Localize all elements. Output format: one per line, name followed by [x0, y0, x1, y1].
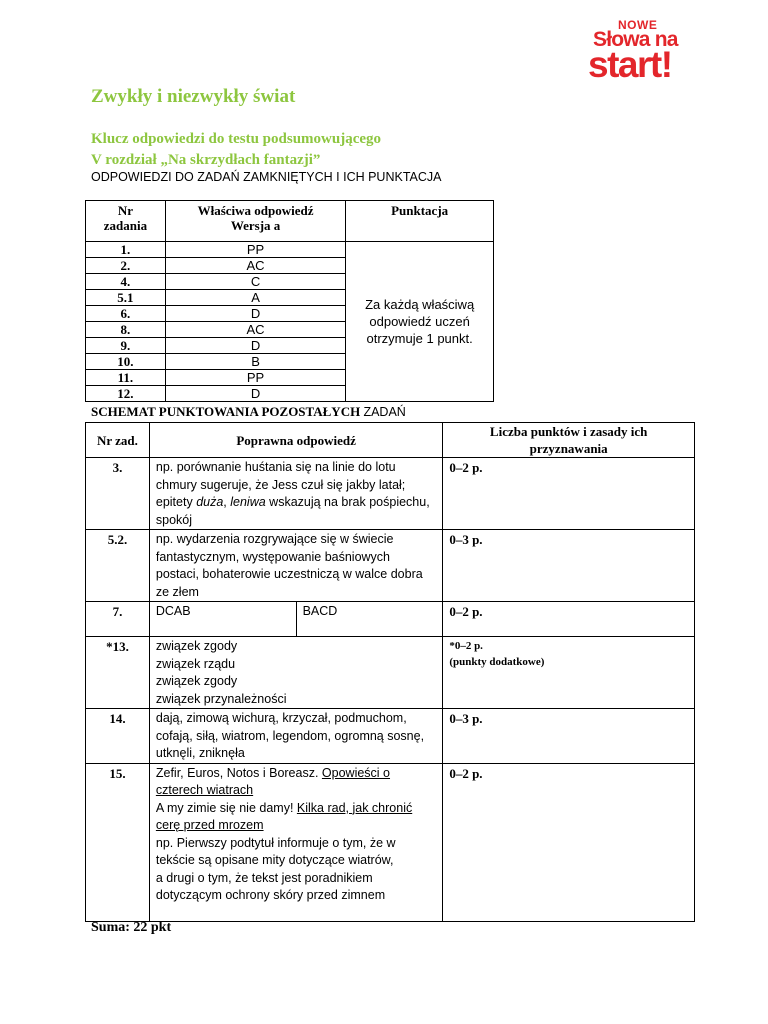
task-number: 9.: [86, 338, 166, 354]
task-answer-a: DCAB: [149, 602, 296, 637]
task-number: 7.: [86, 602, 150, 637]
section-scoring-heading: SCHEMAT PUNKTOWANIA POZOSTAŁYCH ZADAŃ: [91, 404, 406, 419]
task-points: 0–2 p.: [443, 458, 695, 530]
logo-line-nowe: NOWE: [618, 18, 658, 32]
table-row: [86, 709, 695, 764]
task-number: 6.: [86, 306, 166, 322]
task-answer: C: [165, 274, 345, 290]
header-nr: Nr zad.: [86, 423, 150, 458]
table-row: [86, 637, 695, 709]
header-nr: Nr zadania: [86, 201, 166, 242]
closed-answers-table: [85, 200, 494, 402]
task-answer: np. wydarzenia rozgrywające się w świecie fantastycznym, występowanie baśniowych postaci, bohaterowie uczestniczą w walce dobra ze złem: [149, 530, 442, 602]
table-row: [86, 602, 695, 637]
table-row: [86, 763, 695, 921]
task-answer: A: [165, 290, 345, 306]
task-points: 0–2 p.: [443, 763, 695, 921]
task-points: *0–2 p. (punkty dodatkowe): [443, 637, 695, 709]
header-points: Liczba punktów i zasady ich przyznawania: [443, 423, 695, 458]
logo-line-start: start!: [588, 44, 672, 85]
task-number: 15.: [86, 763, 150, 921]
task-number: 4.: [86, 274, 166, 290]
points-rule: Za każdą właściwą odpowiedź uczeń otrzymuje 1 punkt.: [346, 242, 494, 402]
task-number: 10.: [86, 354, 166, 370]
task-number: 3.: [86, 458, 150, 530]
header-answer: Właściwa odpowiedź Wersja a: [165, 201, 345, 242]
task-answer: AC: [165, 258, 345, 274]
task-number: 5.1: [86, 290, 166, 306]
total-score: Suma: 22 pkt: [91, 920, 172, 935]
document-title: Zwykły i niezwykły świat: [91, 86, 296, 107]
task-number: 11.: [86, 370, 166, 386]
scoring-table: [85, 422, 695, 922]
task-number: 2.: [86, 258, 166, 274]
task-number: 14.: [86, 709, 150, 764]
table-row: [86, 458, 695, 530]
task-answer: dają, zimową wichurą, krzyczał, podmuchom, cofają, siłą, wiatrom, legendom, ogromną sosnę, utknęli, zniknęła: [149, 709, 442, 764]
task-points: 0–2 p.: [443, 602, 695, 637]
task-answer: D: [165, 338, 345, 354]
subtitle-key: Klucz odpowiedzi do testu podsumowującego: [91, 131, 382, 147]
subtitle-chapter: V rozdział „Na skrzydłach fantazji”: [91, 152, 321, 168]
section-closed-answers-heading: ODPOWIEDZI DO ZADAŃ ZAMKNIĘTYCH I ICH PUNKTACJA: [91, 170, 442, 184]
task-answer: D: [165, 306, 345, 322]
task-number: 8.: [86, 322, 166, 338]
table-header-row: [86, 423, 695, 458]
table-row: [86, 242, 494, 258]
task-answer: B: [165, 354, 345, 370]
task-answer: AC: [165, 322, 345, 338]
task-answer: związek zgody związek rządu związek zgody związek przynależności: [149, 637, 442, 709]
task-answer: D: [165, 386, 345, 402]
task-answer: np. porównanie huśtania się na linie do lotu chmury sugeruje, że Jess czuł się jakby latał; epitety duża, leniwa wskazują na brak pośpiechu, spokój: [149, 458, 442, 530]
task-answer: PP: [165, 242, 345, 258]
task-answer: PP: [165, 370, 345, 386]
task-number: 1.: [86, 242, 166, 258]
task-number: 12.: [86, 386, 166, 402]
table-row: [86, 530, 695, 602]
task-answer: Zefir, Euros, Notos i Boreasz. Opowieści o czterech wiatrach A my zimie się nie damy! Kilka rad, jak chronić cerę przed mrozem np. Pierwszy podtytuł informuje o tym, że w tekście są opisane mity dotyczące wiatrów, a drugi o tym, że tekst jest poradnikiem dotyczącym ochrony skóry przed zimnem: [149, 763, 442, 921]
logo-line-slowa: Słowa na: [593, 28, 678, 51]
header-points: Punktacja: [346, 201, 494, 242]
task-points: 0–3 p.: [443, 530, 695, 602]
header-answer: Poprawna odpowiedź: [149, 423, 442, 458]
task-number: *13.: [86, 637, 150, 709]
task-answer-b: BACD: [296, 602, 443, 637]
task-number: 5.2.: [86, 530, 150, 602]
table-header-row: [86, 201, 494, 242]
task-points: 0–3 p.: [443, 709, 695, 764]
